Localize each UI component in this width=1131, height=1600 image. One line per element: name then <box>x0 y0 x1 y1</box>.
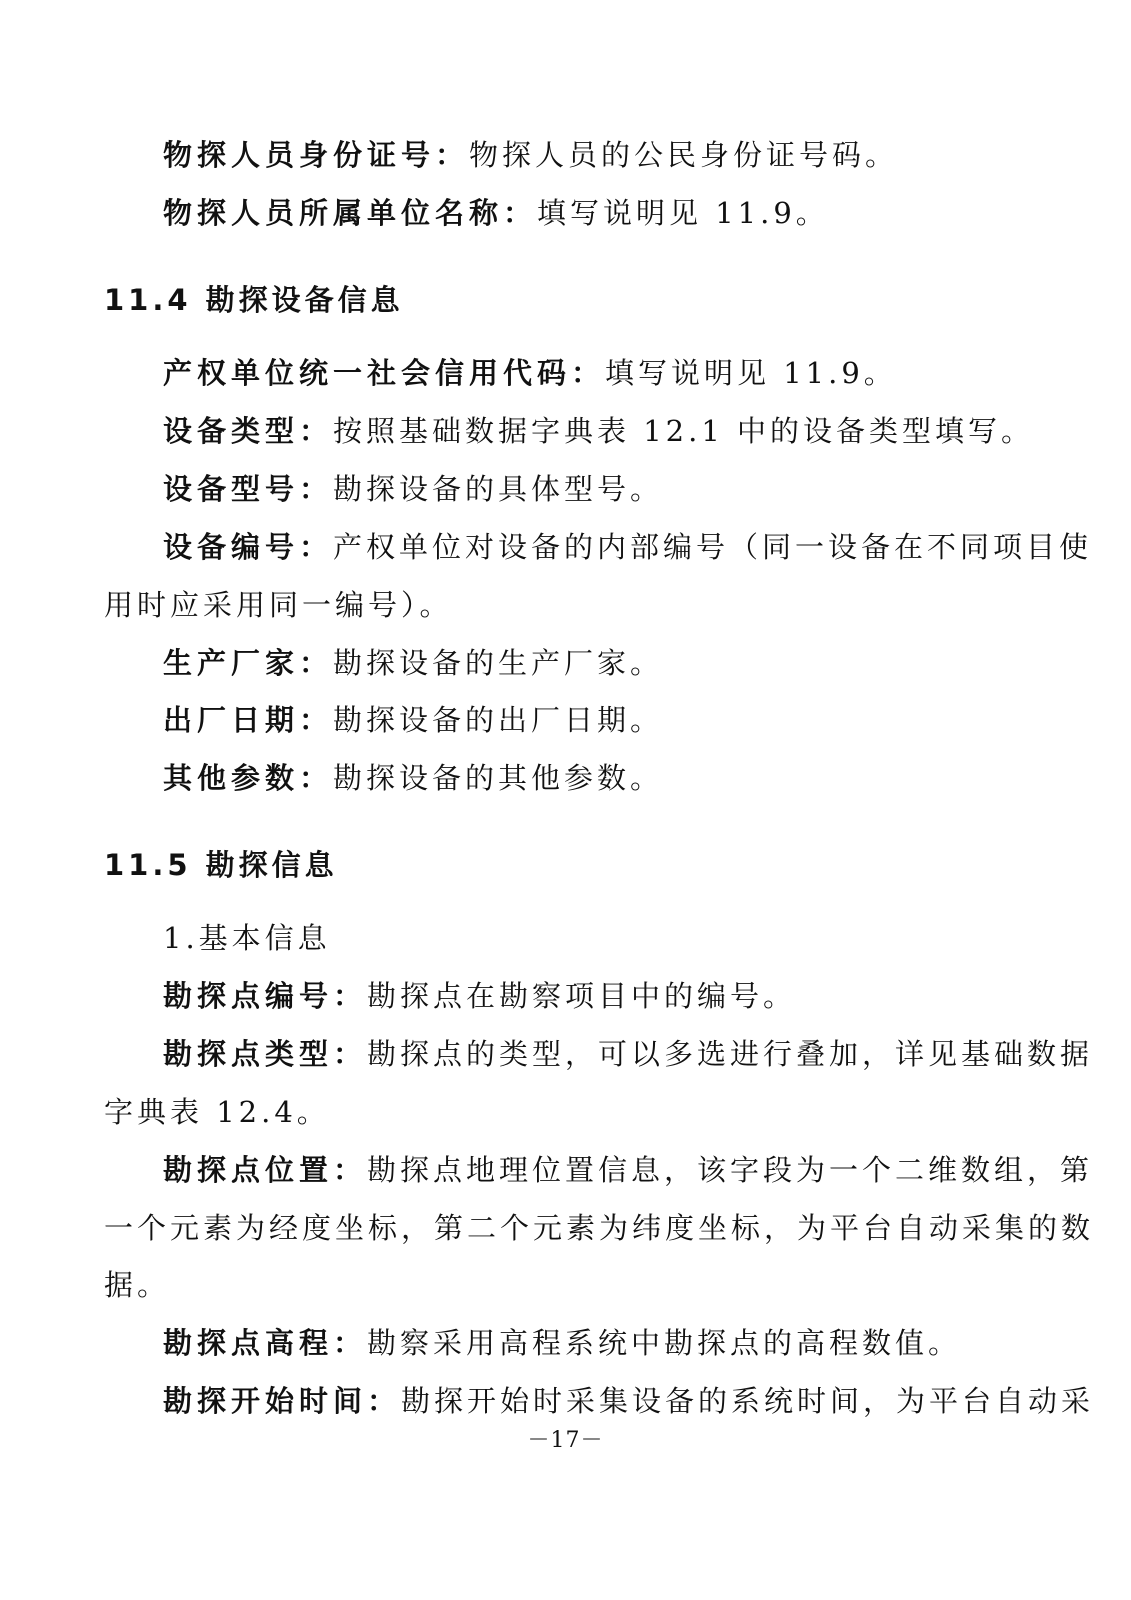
field-term: 出厂日期： <box>163 703 334 737</box>
field-term: 勘探点编号： <box>163 979 368 1013</box>
paragraph-point-elevation <box>163 1323 1033 1363</box>
paragraph-point-location-continued-2: 据。 <box>104 1268 171 1302</box>
field-description: 产权单位对设备的内部编号（同一设备在不同项目使 <box>333 530 1093 564</box>
paragraph-point-location-continued: 一个元素为经度坐标，第二个元素为纬度坐标，为平台自动采集的数 <box>104 1211 1095 1245</box>
field-term: 勘探点类型： <box>163 1037 368 1071</box>
field-description: 勘察采用高程系统中勘探点的高程数值。 <box>367 1326 962 1360</box>
subheading-basic-info: 1.基本信息 <box>163 921 331 955</box>
paragraph-other-params <box>163 758 1033 798</box>
paragraph-point-location <box>163 1150 1094 1190</box>
field-description: 物探人员的公民身份证号码。 <box>469 138 899 172</box>
field-term: 勘探点位置： <box>163 1153 368 1187</box>
paragraph-device-type <box>163 411 1033 451</box>
field-term: 其他参数： <box>163 761 334 795</box>
field-term: 产权单位统一社会信用代码： <box>163 356 606 390</box>
paragraph-point-number <box>163 976 1033 1016</box>
section-heading-11-4: 11.4 勘探设备信息 <box>104 283 404 317</box>
paragraph-geophysicist-id <box>163 135 1033 175</box>
field-description: 勘探设备的生产厂家。 <box>333 646 664 680</box>
field-description: 填写说明见 11.9。 <box>605 356 897 390</box>
field-description: 勘探点的类型，可以多选进行叠加，详见基础数据 <box>367 1037 1094 1071</box>
paragraph-device-model <box>163 469 1033 509</box>
field-term: 设备类型： <box>163 414 334 448</box>
field-description: 勘探点在勘察项目中的编号。 <box>367 979 797 1013</box>
field-description: 勘探设备的出厂日期。 <box>333 703 664 737</box>
field-term: 生产厂家： <box>163 646 334 680</box>
field-description: 按照基础数据字典表 12.1 中的设备类型填写。 <box>333 414 1035 448</box>
field-term: 设备编号： <box>163 530 334 564</box>
paragraph-start-time <box>163 1381 1095 1421</box>
field-description: 勘探设备的其他参数。 <box>333 761 664 795</box>
section-heading-11-5: 11.5 勘探信息 <box>104 848 338 882</box>
field-term: 设备型号： <box>163 472 334 506</box>
field-description: 填写说明见 11.9。 <box>537 196 829 230</box>
paragraph-geophysicist-unit <box>163 193 1033 233</box>
page-number: －17－ <box>527 1428 604 1453</box>
paragraph-device-number-continued: 用时应采用同一编号）。 <box>104 588 453 622</box>
field-term: 物探人员身份证号： <box>163 138 470 172</box>
field-description: 勘探开始时采集设备的系统时间，为平台自动采 <box>401 1384 1095 1418</box>
field-term: 勘探点高程： <box>163 1326 368 1360</box>
paragraph-manufacture-date <box>163 700 1033 740</box>
paragraph-owner-credit-code <box>163 353 1033 393</box>
paragraph-device-number <box>163 527 1093 567</box>
field-description: 勘探设备的具体型号。 <box>333 472 664 506</box>
field-description: 勘探点地理位置信息，该字段为一个二维数组，第 <box>367 1153 1094 1187</box>
field-term: 物探人员所属单位名称： <box>163 196 538 230</box>
paragraph-manufacturer <box>163 643 1033 683</box>
paragraph-point-type-continued: 字典表 12.4。 <box>104 1095 330 1129</box>
paragraph-point-type <box>163 1034 1094 1074</box>
field-term: 勘探开始时间： <box>163 1384 402 1418</box>
